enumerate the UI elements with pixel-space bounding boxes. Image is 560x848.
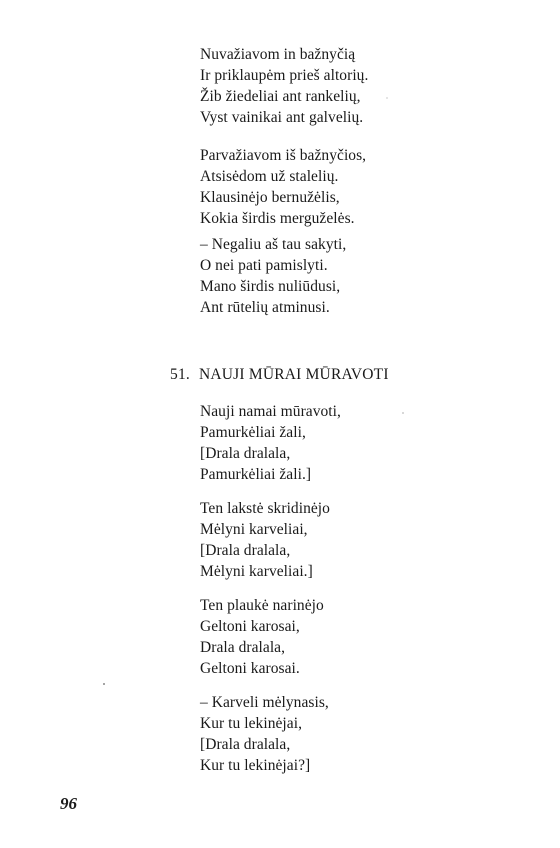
verse-line: Kokia širdis merguželės. xyxy=(200,210,355,227)
verse-line: Mėlyni karveliai.] xyxy=(200,563,313,580)
scan-speck xyxy=(103,683,105,685)
stanza-7 xyxy=(200,692,329,776)
scan-speck xyxy=(386,97,388,99)
verse-line: – Karveli mėlynasis, xyxy=(200,694,329,711)
stanza-2 xyxy=(200,145,366,229)
verse-line: Drala dralala, xyxy=(200,639,286,656)
verse-line: Vyst vainikai ant galvelių. xyxy=(200,109,364,126)
verse-line: Pamurkėliai žali.] xyxy=(200,466,312,483)
stanza-5 xyxy=(200,498,330,582)
verse-line: [Drala dralala, xyxy=(200,542,291,559)
verse-line: Atsisėdom už stalelių. xyxy=(200,168,339,185)
verse-line: Ant rūtelių atminusi. xyxy=(200,299,330,316)
stanza-6 xyxy=(200,595,324,679)
verse-line: Pamurkėliai žali, xyxy=(200,424,306,441)
page-number: 96 xyxy=(60,794,77,813)
verse-line: Parvažiavom iš bažnyčios, xyxy=(200,147,367,164)
verse-line: O nei pati pamislyti. xyxy=(200,257,328,274)
verse-line: Ten lakstė skridinėjo xyxy=(200,500,330,517)
verse-line: Nuvažiavom in bažnyčią xyxy=(200,46,356,63)
song-title-text: NAUJI MŪRAI MŪRAVOTI xyxy=(198,366,389,383)
verse-line: Ten plaukė narinėjo xyxy=(200,597,324,614)
verse-line: [Drala dralala, xyxy=(200,736,291,753)
stanza-4 xyxy=(200,401,341,485)
verse-line: [Drala dralala, xyxy=(200,445,291,462)
verse-line: Žib žiedeliai ant rankelių, xyxy=(200,88,361,105)
song-number: 51. xyxy=(170,366,190,383)
verse-line: Mėlyni karveliai, xyxy=(200,521,308,538)
verse-line: Klausinėjo bernužėlis, xyxy=(200,189,340,206)
verse-line: Geltoni karosai, xyxy=(200,618,300,635)
scan-speck xyxy=(402,412,404,414)
verse-line: Kur tu lekinėjai, xyxy=(200,715,303,732)
stanza-3 xyxy=(200,234,346,318)
song-title xyxy=(170,364,389,385)
verse-line: Mano širdis nuliūdusi, xyxy=(200,278,341,295)
verse-line: Geltoni karosai. xyxy=(200,660,300,677)
verse-line: Kur tu lekinėjai?] xyxy=(200,757,311,774)
verse-line: Ir priklaupėm prieš altorių. xyxy=(200,67,369,84)
verse-line: Nauji namai mūravoti, xyxy=(200,403,341,420)
stanza-1 xyxy=(200,44,368,128)
verse-line: – Negaliu aš tau sakyti, xyxy=(200,236,347,253)
